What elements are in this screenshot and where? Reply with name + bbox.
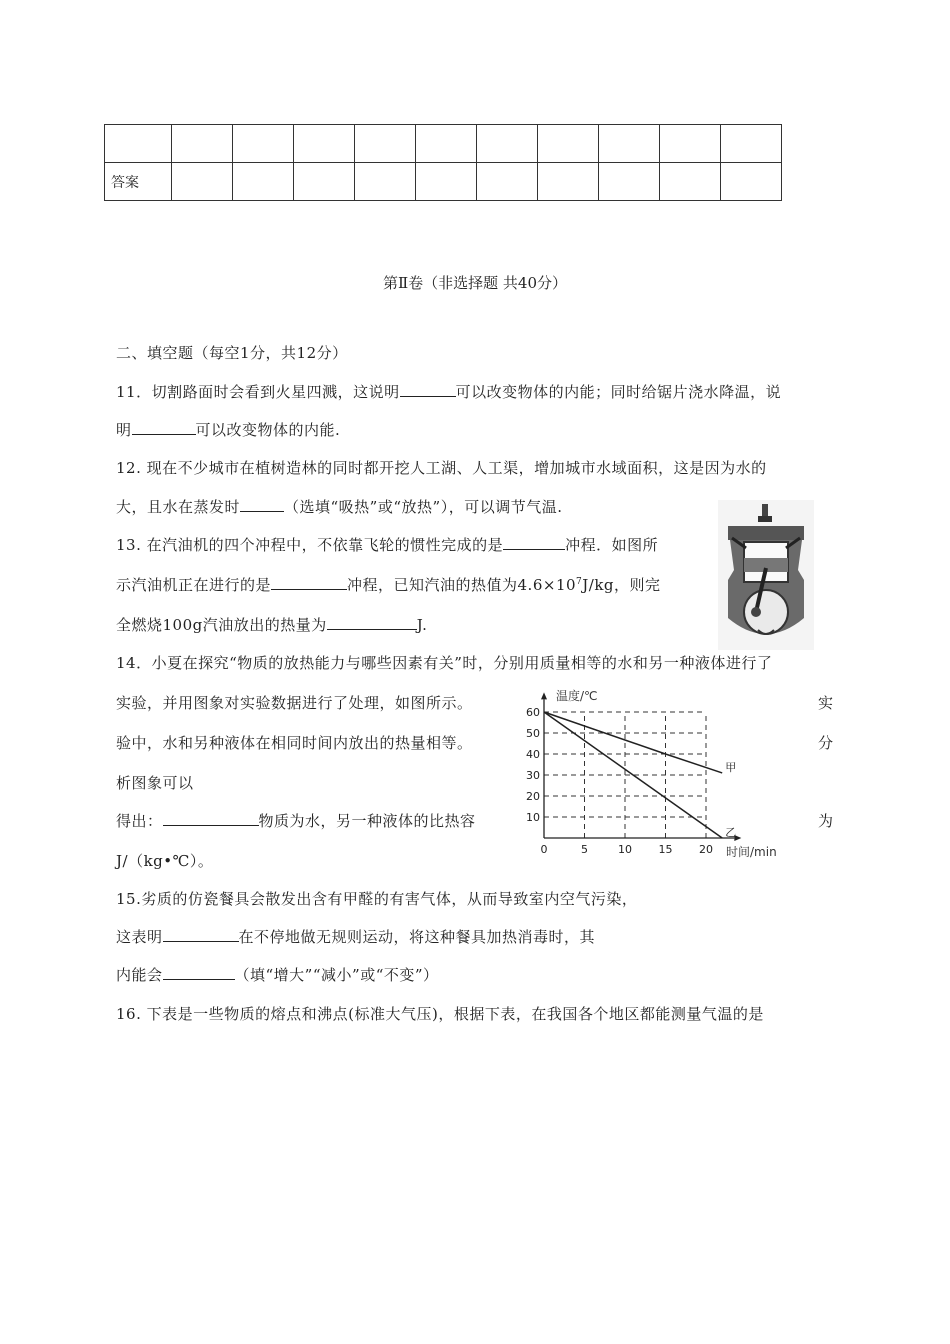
question-13-line2: 示汽油机正在进行的是 冲程，已知汽油的热值为$4.6\times 10^7J/kg$，则完 bbox=[116, 576, 661, 594]
answer-row-label: 答案 bbox=[105, 163, 172, 201]
y-axis-arrow bbox=[541, 692, 547, 699]
part-heading: 二、填空题（每空1分，共12分） bbox=[116, 344, 348, 362]
answer-blank[interactable] bbox=[503, 535, 565, 550]
question-14-line3-end: 分 bbox=[818, 734, 834, 752]
question-12-line1: 12. 现在不少城市在植树造林的同时都开挖人工湖、人工渠，增加城市水域面积，这是因为水的 bbox=[116, 459, 767, 477]
question-14-line3: 验中，水和另种液体在相同时间内放出的热量相等。 bbox=[116, 734, 473, 752]
section-title: 第Ⅱ卷（非选择题 共40分） bbox=[382, 274, 568, 292]
y-tick-label: 50 bbox=[526, 727, 540, 740]
x-tick-label: 5 bbox=[581, 843, 588, 856]
question-14-line2: 实验，并用图象对实验数据进行了处理，如图所示。 bbox=[116, 694, 473, 712]
question-13-line3: 全燃烧100g汽油放出的热量为 J. bbox=[116, 616, 428, 634]
y-tick-label: 40 bbox=[526, 748, 540, 761]
question-15-line1: 15.劣质的仿瓷餐具会散发出含有甲醛的有害气体，从而导致室内空气污染， bbox=[116, 890, 638, 908]
engine-cylinder-illustration bbox=[718, 500, 814, 650]
series-line-1 bbox=[544, 712, 722, 773]
series-label: 乙 bbox=[725, 826, 737, 839]
question-13-line1: 13. 在汽油机的四个冲程中，不依靠飞轮的惯性完成的是 冲程．如图所 bbox=[116, 536, 659, 554]
question-14-line4: 析图象可以 bbox=[116, 774, 194, 792]
question-15-line2: 这表明 在不停地做无规则运动，将这种餐具加热消毒时，其 bbox=[116, 928, 596, 946]
question-14-line2-end: 实 bbox=[818, 694, 834, 712]
question-11-line1: 11．切割路面时会看到火星四溅，这说明 可以改变物体的内能；同时给锯片浇水降温，说 bbox=[116, 383, 782, 401]
chart-grid bbox=[544, 712, 706, 838]
question-11-line2: 明 可以改变物体的内能. bbox=[116, 421, 341, 439]
answer-blank[interactable] bbox=[163, 927, 239, 942]
y-axis-label: 温度/℃ bbox=[556, 689, 598, 703]
x-tick-label: 0 bbox=[540, 843, 548, 856]
series-label: 甲 bbox=[725, 760, 737, 774]
answer-blank[interactable] bbox=[132, 420, 196, 435]
table-row bbox=[105, 163, 782, 201]
y-tick-label: 30 bbox=[526, 769, 540, 782]
answer-blank[interactable] bbox=[240, 497, 284, 512]
question-14-line5-end: 为 bbox=[818, 812, 834, 830]
answer-blank[interactable] bbox=[327, 615, 417, 630]
x-axis-label: 时间/min bbox=[726, 845, 777, 859]
question-16-line1: 16. 下表是一些物质的熔点和沸点(标准大气压)，根据下表，在我国各个地区都能测量气温的是 bbox=[116, 1005, 764, 1023]
answer-blank[interactable] bbox=[163, 811, 259, 826]
y-tick-label: 20 bbox=[526, 790, 540, 803]
x-tick-label: 20 bbox=[699, 843, 713, 856]
y-tick-label: 60 bbox=[526, 706, 540, 719]
answer-table bbox=[104, 124, 782, 201]
y-tick-label: 10 bbox=[526, 811, 540, 824]
question-14-line5: 得出： 物质为水，另一种液体的比热容 bbox=[116, 812, 476, 830]
answer-blank[interactable] bbox=[163, 965, 235, 980]
question-14-line6: J/（kg•℃）。 bbox=[116, 852, 214, 870]
question-12-line2: 大，且水在蒸发时 （选填“吸热”或“放热”），可以调节气温. bbox=[116, 498, 563, 516]
x-tick-label: 10 bbox=[618, 843, 632, 856]
table-row bbox=[105, 125, 782, 163]
series-line-2 bbox=[544, 712, 722, 838]
question-14-line1: 14．小夏在探究“物质的放热能力与哪些因素有关”时，分别用质量相等的水和另一种液体进行了 bbox=[116, 654, 773, 672]
answer-blank[interactable] bbox=[400, 382, 456, 397]
x-tick-label: 15 bbox=[658, 843, 673, 856]
answer-blank[interactable] bbox=[271, 575, 347, 590]
temperature-time-chart bbox=[520, 688, 780, 864]
question-15-line3: 内能会 （填“增大”“减小”或“不变”） bbox=[116, 966, 439, 984]
